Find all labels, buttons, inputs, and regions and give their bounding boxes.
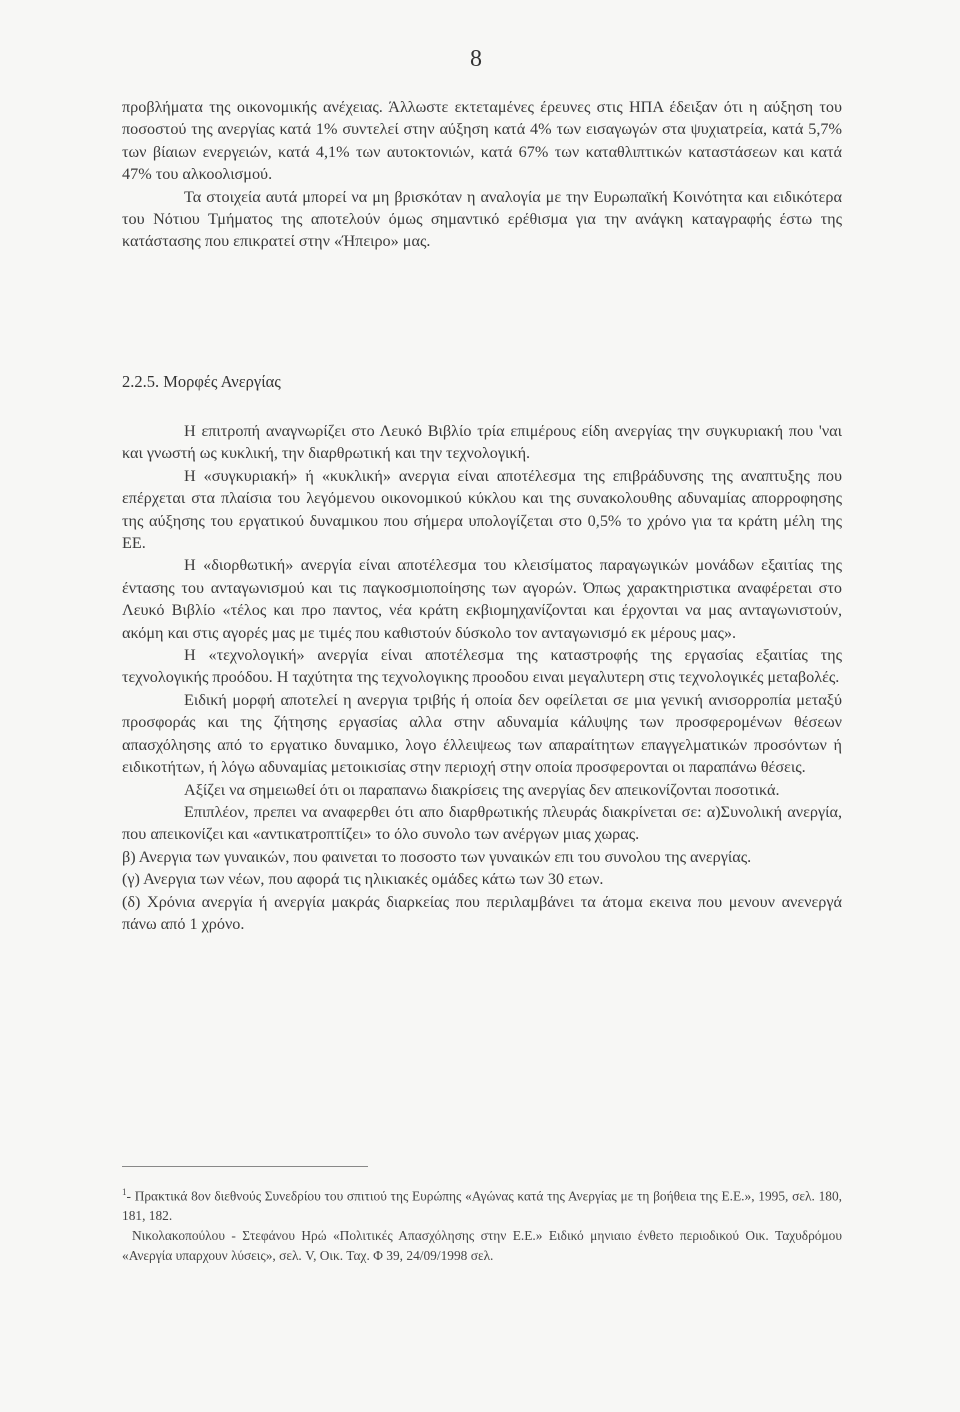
section-heading: 2.2.5. Μορφές Ανεργίας xyxy=(122,372,281,391)
section-body xyxy=(122,420,842,935)
footnote-text: - Πρακτικά 8ον διεθνούς Συνεδρίου του σπιτιού της Ευρώπης «Αγώνας κατά της Ανεργίας με τη βοήθεια της Ε.Ε.», 1995, σελ. 180, 181, 182. xyxy=(122,1188,842,1224)
paragraph: προβλήματα της οικονομικής ανέχειας. Άλλωστε εκτεταμένες έρευνες στις ΗΠΑ έδειξαν ότι η αύξηση του ποσοστού της ανεργίας κατά 1% συντελεί στην αύξηση κατά 4% των εισαγωγών στα ψυχιατρεία, κατά 5,7% των βίαιων ενεργειών, κατά 4,1% των αυτοκτονιών, κατά 67% των καταθλιπτικών καταστάσεων και κατά 47% του αλκοολισμού. xyxy=(122,98,842,184)
list-item: β) Ανεργια των γυναικών, που φαινεται το ποσοστο των γυναικών επι του συνολου της ανεργίας. xyxy=(122,847,752,866)
footnote-1 xyxy=(122,1182,842,1226)
paragraph: Τα στοιχεία αυτά μπορεί να μη βρισκόταν η αναλογία με την Ευρωπαϊκή Κοινότητα και ειδικότερα του Νότιου Τμήματος της αποτελούν όμως σημαντικό ερέθισμα για την ανάγκη καταγραφής έστω της κατάστασης που επικρατεί στην «Ήπειρο» μας. xyxy=(122,187,842,251)
paragraph: Η «διορθωτική» ανεργία είναι αποτέλεσμα του κλεισίματος παραγωγικών μονάδων εξαιτίας της έντασης του ανταγωνισμού και τις παγκοσμιοποίησης των αγορών. Όπως χαρακτηριστικα αναφέρεται στο Λευκό Βιβλίο «τέλος και προ παντος, νέα κράτη εκβιομηχανίζονται και έρχονται να μας ανταγωνιστούν, ακόμη και στις αγορές μας με τιμές που καθιστούν δύσκολο τον ανταγωνισμό εκ μέρους μας». xyxy=(122,556,842,642)
top-text-block xyxy=(122,96,842,253)
list-item: (δ) Χρόνια ανεργία ή ανεργία μακράς διαρκείας που περιλαμβάνει τα άτομα εκεινα που μενουν ανενεργά πάνω από 1 χρόνο. xyxy=(122,892,842,933)
paragraph: Η «τεχνολογική» ανεργία είναι αποτέλεσμα της καταστροφής της εργασίας εξαιτίας της τεχνολογικής προόδου. Η ταχύτητα της τεχνολογικης προοδου ειναι μεγαλυτερη στις τεχνολογικές μεταβολές. xyxy=(122,646,842,687)
list-item: (γ) Ανεργια των νέων, που αφορά τις ηλικιακές ομάδες κάτω των 30 ετων. xyxy=(122,870,604,889)
paragraph: Η επιτροπή αναγνωρίζει στο Λευκό Βιβλίο τρία επιμέρους είδη ανεργίας την συγκυριακή που 'ναι και γνωστή ως κυκλική, την διαρθρωτική και την τεχνολογική. xyxy=(122,422,842,463)
footnote-divider xyxy=(122,1166,368,1167)
paragraph: Αξίζει να σημειωθεί ότι οι παραπανω διακρίσεις της ανεργίας δεν απεικονίζονται ποσοτικά. xyxy=(184,780,780,799)
footnote-marker: 1 xyxy=(122,1187,127,1197)
footnote-2: Νικολακοπούλου - Στεφάνου Ηρώ «Πολιτικές Απασχόλησης στην Ε.Ε.» Ειδικό μηνιαιο ένθετο περιοδικού Οικ. Ταχυδρόμου «Ανεργία υπαρχουν λύσεις», σελ. V, Οικ. Ταχ. Φ 39, 24/09/1998 σελ. xyxy=(122,1228,842,1264)
paragraph: Επιπλέον, πρεπει να αναφερθει ότι απο διαρθρωτικής πλευράς διακρίνεται σε: α)Συνολική ανεργία, που απεικονίζει και «αντικατροπτίζει» το όλο συνολο των ανέργων μιας χωρας. xyxy=(122,802,842,844)
page-number: 8 xyxy=(470,46,482,72)
paragraph: Ειδική μορφή αποτελεί η ανεργια τριβής ή οποία δεν οφείλεται σε μια γενική ανισορροπία μεταξύ προσφοράς και της ζήτησης εργασίας αλλα στην αδυναμία κάλυψης των προσφερομένων θέσεων απασχόλησης από το εργατικο δυναμικο, λογο έλλειψεως των απαραίτητων επαγγελματικών προσόντων ή ειδικοτήτων, ή λόγω αδυναμίας μετοικισίας στην περιοχή στην οποία προσφερονται οι παραπάνω θέσεις. xyxy=(122,690,842,777)
paragraph: Η «συγκυριακή» ή «κυκλική» ανεργια είναι αποτέλεσμα της επιβράδυνσης της αναπτυξης που επέρχεται στα πλαίσια του λεγόμενου οικονομικού κύκλου και της συνακολουθης αδυναμίας απορροφησης της αύξησης του εργατικού δυναμικου που σήμερα υπολογίζεται στο 0,5% το χρόνο για τα κράτη μέλη της ΕΕ. xyxy=(122,466,842,553)
footnotes xyxy=(122,1182,842,1266)
